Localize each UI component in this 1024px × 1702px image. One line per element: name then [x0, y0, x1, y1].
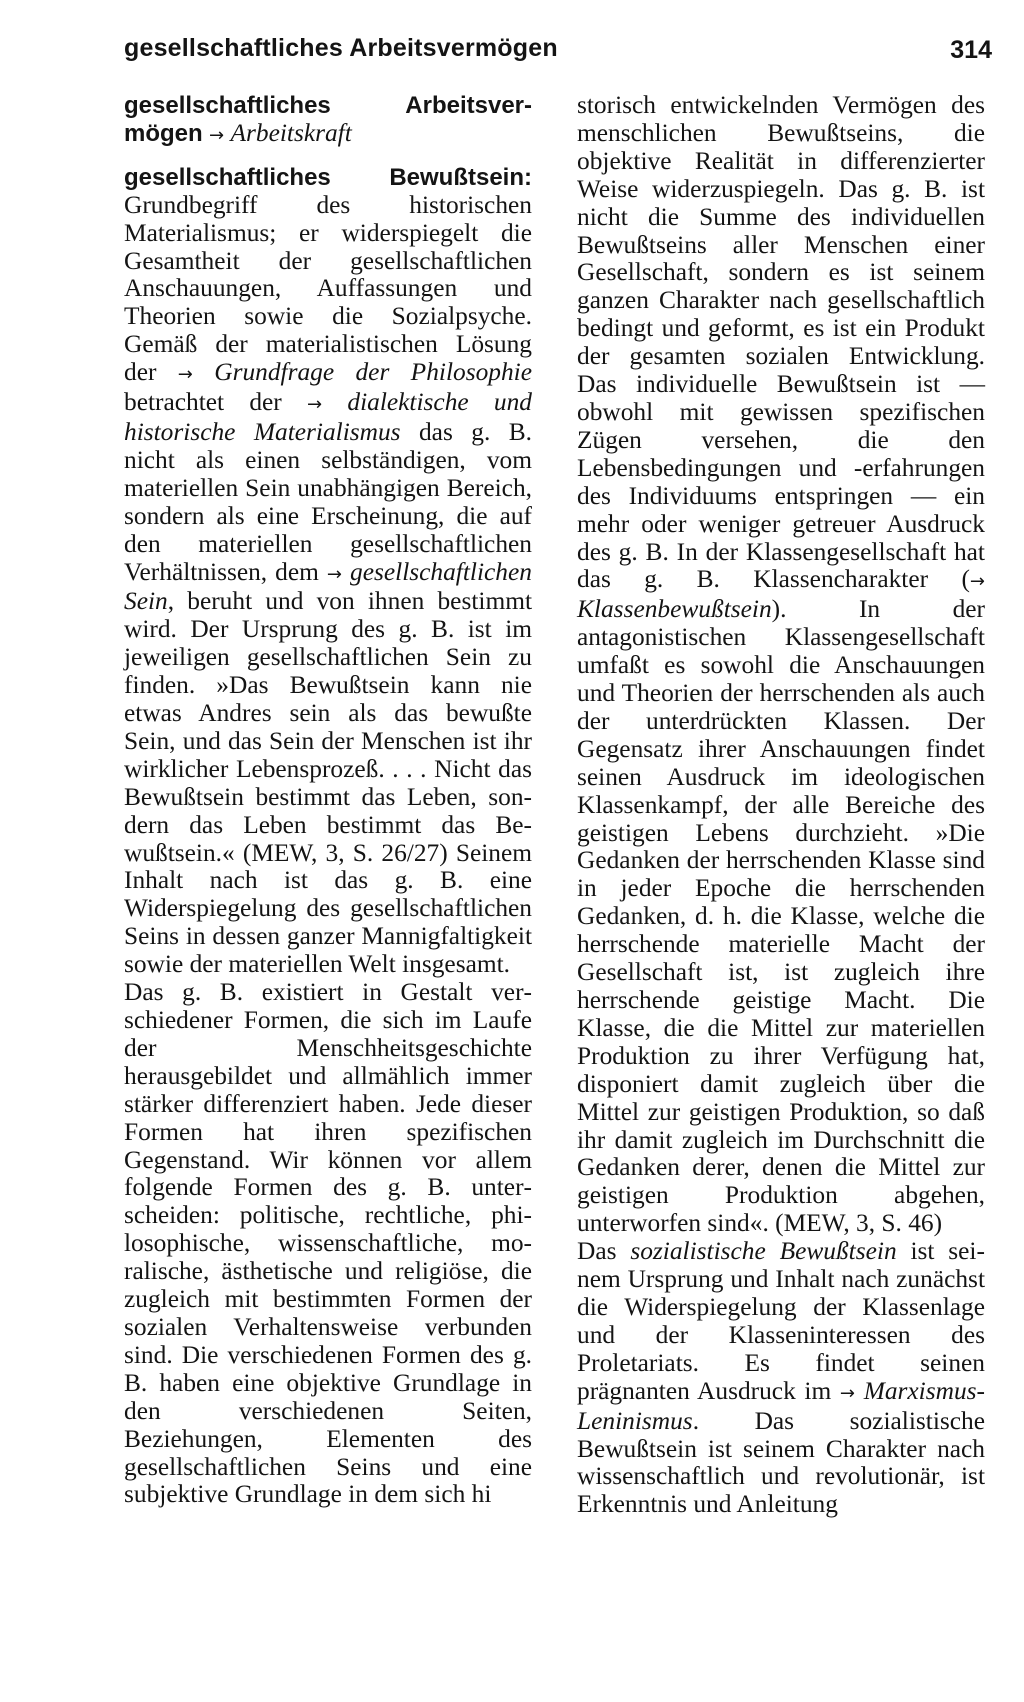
cross-reference-link[interactable]: gesellschaftlichen Sein	[124, 557, 532, 616]
right-column	[577, 92, 985, 1519]
entry-paragraph	[124, 164, 532, 979]
body-text: das g. B. nicht als einen selbständigen, vom materiellen Sein unabhängigen Bereich, sondern als eine Erscheinung, die auf den materiellen gesellschaftlichen Verhältnissen, dem	[124, 417, 532, 586]
cross-reference-arrow-icon: →	[307, 394, 323, 416]
entry-headword: gesellschaftliches Arbeitsvermögen	[124, 92, 532, 147]
body-text: ). In der antagonistischen Klassengesellschaft umfaßt es sowohl die Anschauungen und Theorien der herrschenden als auch der unterdrückten Klassen. Der Gegensatz ihrer Anschauungen findet seinen Ausdruck im ideologischen Klassenkampf, der alle Bereiche des geistigen Lebens durchzieht. »Die Gedanken der herrschenden Klasse sind in jeder Epoche die herrschenden Gedanken, d. h. die Klasse, welche die herrschende materielle Macht der Gesellschaft ist, ist zugleich ihre herrschende geistige Macht. Die Klasse, die die Mittel zur materiellen Produktion zu ihrer Verfügung hat, disponiert damit zugleich über die Mittel zur geistigen Produktion, so daß ihr damit zugleich im Durchschnitt die Gedanken derer, denen die Mittel zur geistigen Produktion abgehen, unterworfen sind«. (MEW, 3, S. 46)	[577, 595, 985, 1238]
body-text: . Das sozialistische Bewußtsein ist seinem Charakter nach wissenschaftlich und revolutionär, ist Erkenntnis und Anleitung	[577, 1406, 985, 1519]
body-text: ist seinem Ursprung und Inhalt nach zunächst die Widerspiegelung der Klassenlage und der Klasseninteressen des Proletariats. Es findet seinen prägnanten Ausdruck im	[577, 1237, 985, 1405]
cross-reference-arrow-icon: →	[209, 124, 225, 146]
entry-headword: gesellschaftliches Bewußtsein:	[124, 163, 532, 191]
left-column	[124, 92, 532, 1509]
page-number: 314	[950, 36, 992, 64]
body-text: betrachtet der	[124, 388, 282, 417]
cross-reference-arrow-icon: →	[969, 571, 985, 593]
body-text: , beruht und von ihnen bestimmt wird. Der Ursprung des g. B. ist im jeweiligen gesellschaftlichen Sein zu finden. »Das Bewußtsein kann nie etwas Andres sein als das bewußte Sein, und das Sein der Menschen ist ihr wirklicher Lebensprozeß. . . . Nicht das Bewußtsein bestimmt das Leben, sondern das Leben bestimmt das Bewußtsein.« (MEW, 3, S. 26/27) Seinem Inhalt nach ist das g. B. eine Widerspiegelung des gesellschaftlichen Seins in dessen ganzer Mannigfaltigkeit sowie der materiellen Welt insgesamt.	[124, 587, 532, 979]
entry-paragraph: Das g. B. existiert in Gestalt verschiedener Formen, die sich im Laufe der Menschheitsgeschichte herausgebildet und allmählich immer stärker differenziert haben. Jede dieser Formen hat ihren spezifischen Gegenstand. Wir können vor allem folgende Formen des g. B. unterscheiden: politische, rechtliche, philosophische, wissenschaftliche, moralische, ästhetische und religiöse, die zugleich mit bestimmten Formen der sozialen Verhaltensweise verbunden sind. Die verschiedenen Formen des g. B. haben eine objektive Grundlage in den verschiedenen Seiten, Beziehungen, Elementen des gesellschaftlichen Seins und eine subjektive Grundlage in dem sich hi	[124, 978, 532, 1509]
entry-paragraph	[577, 1238, 985, 1519]
entry-paragraph	[577, 92, 985, 1238]
emphasized-term: sozialistische Bewußtsein	[630, 1237, 897, 1266]
entry-bewusstsein	[124, 164, 532, 1510]
body-text: storisch entwickelnden Vermögen des menschlichen Bewußtseins, die objektive Realität in differenzierter Weise widerzuspiegeln. Das g. B. ist nicht die Summe des individuellen Bewußtseins aller Menschen einer Gesellschaft, sondern es ist seinem ganzen Charakter nach gesellschaftlich bedingt und geformt, es ist ein Produkt der gesamten sozialen Entwicklung. Das individuelle Bewußtsein ist — obwohl mit gewissen spezifischen Zügen versehen, die den Lebensbedingungen und -erfahrungen des Individuums entspringen — ein mehr oder weniger getreuer Ausdruck des g. B. In der Klassengesellschaft hat das g. B. Klassencharakter (	[577, 91, 985, 594]
cross-reference-link[interactable]: Arbeitskraft	[230, 118, 352, 147]
cross-reference-arrow-icon: →	[177, 364, 193, 386]
cross-reference-arrow-icon: →	[326, 563, 343, 585]
cross-reference-arrow-icon: →	[839, 1382, 856, 1404]
cross-reference-link[interactable]: Klassenbewußtsein	[577, 595, 772, 624]
running-title: gesellschaftliches Arbeitsvermögen	[124, 34, 558, 62]
entry-arbeitsvermoegen	[124, 92, 532, 150]
cross-reference-link[interactable]: Marxismus-Leninismus	[577, 1376, 985, 1435]
body-text: Grundbegriff des historischen Materialismus; er widerspiegelt die Gesamtheit der gesellschaftlichen Anschauungen, Auffassungen und Theorien sowie die Sozialpsyche. Gemäß der materialistischen Lösung der	[124, 190, 532, 387]
cross-reference-link[interactable]: Grundfrage der Philosophie	[214, 358, 532, 387]
body-text: Das	[577, 1237, 617, 1266]
cross-reference-link[interactable]: dialektische und historische Materialismus	[124, 388, 532, 446]
